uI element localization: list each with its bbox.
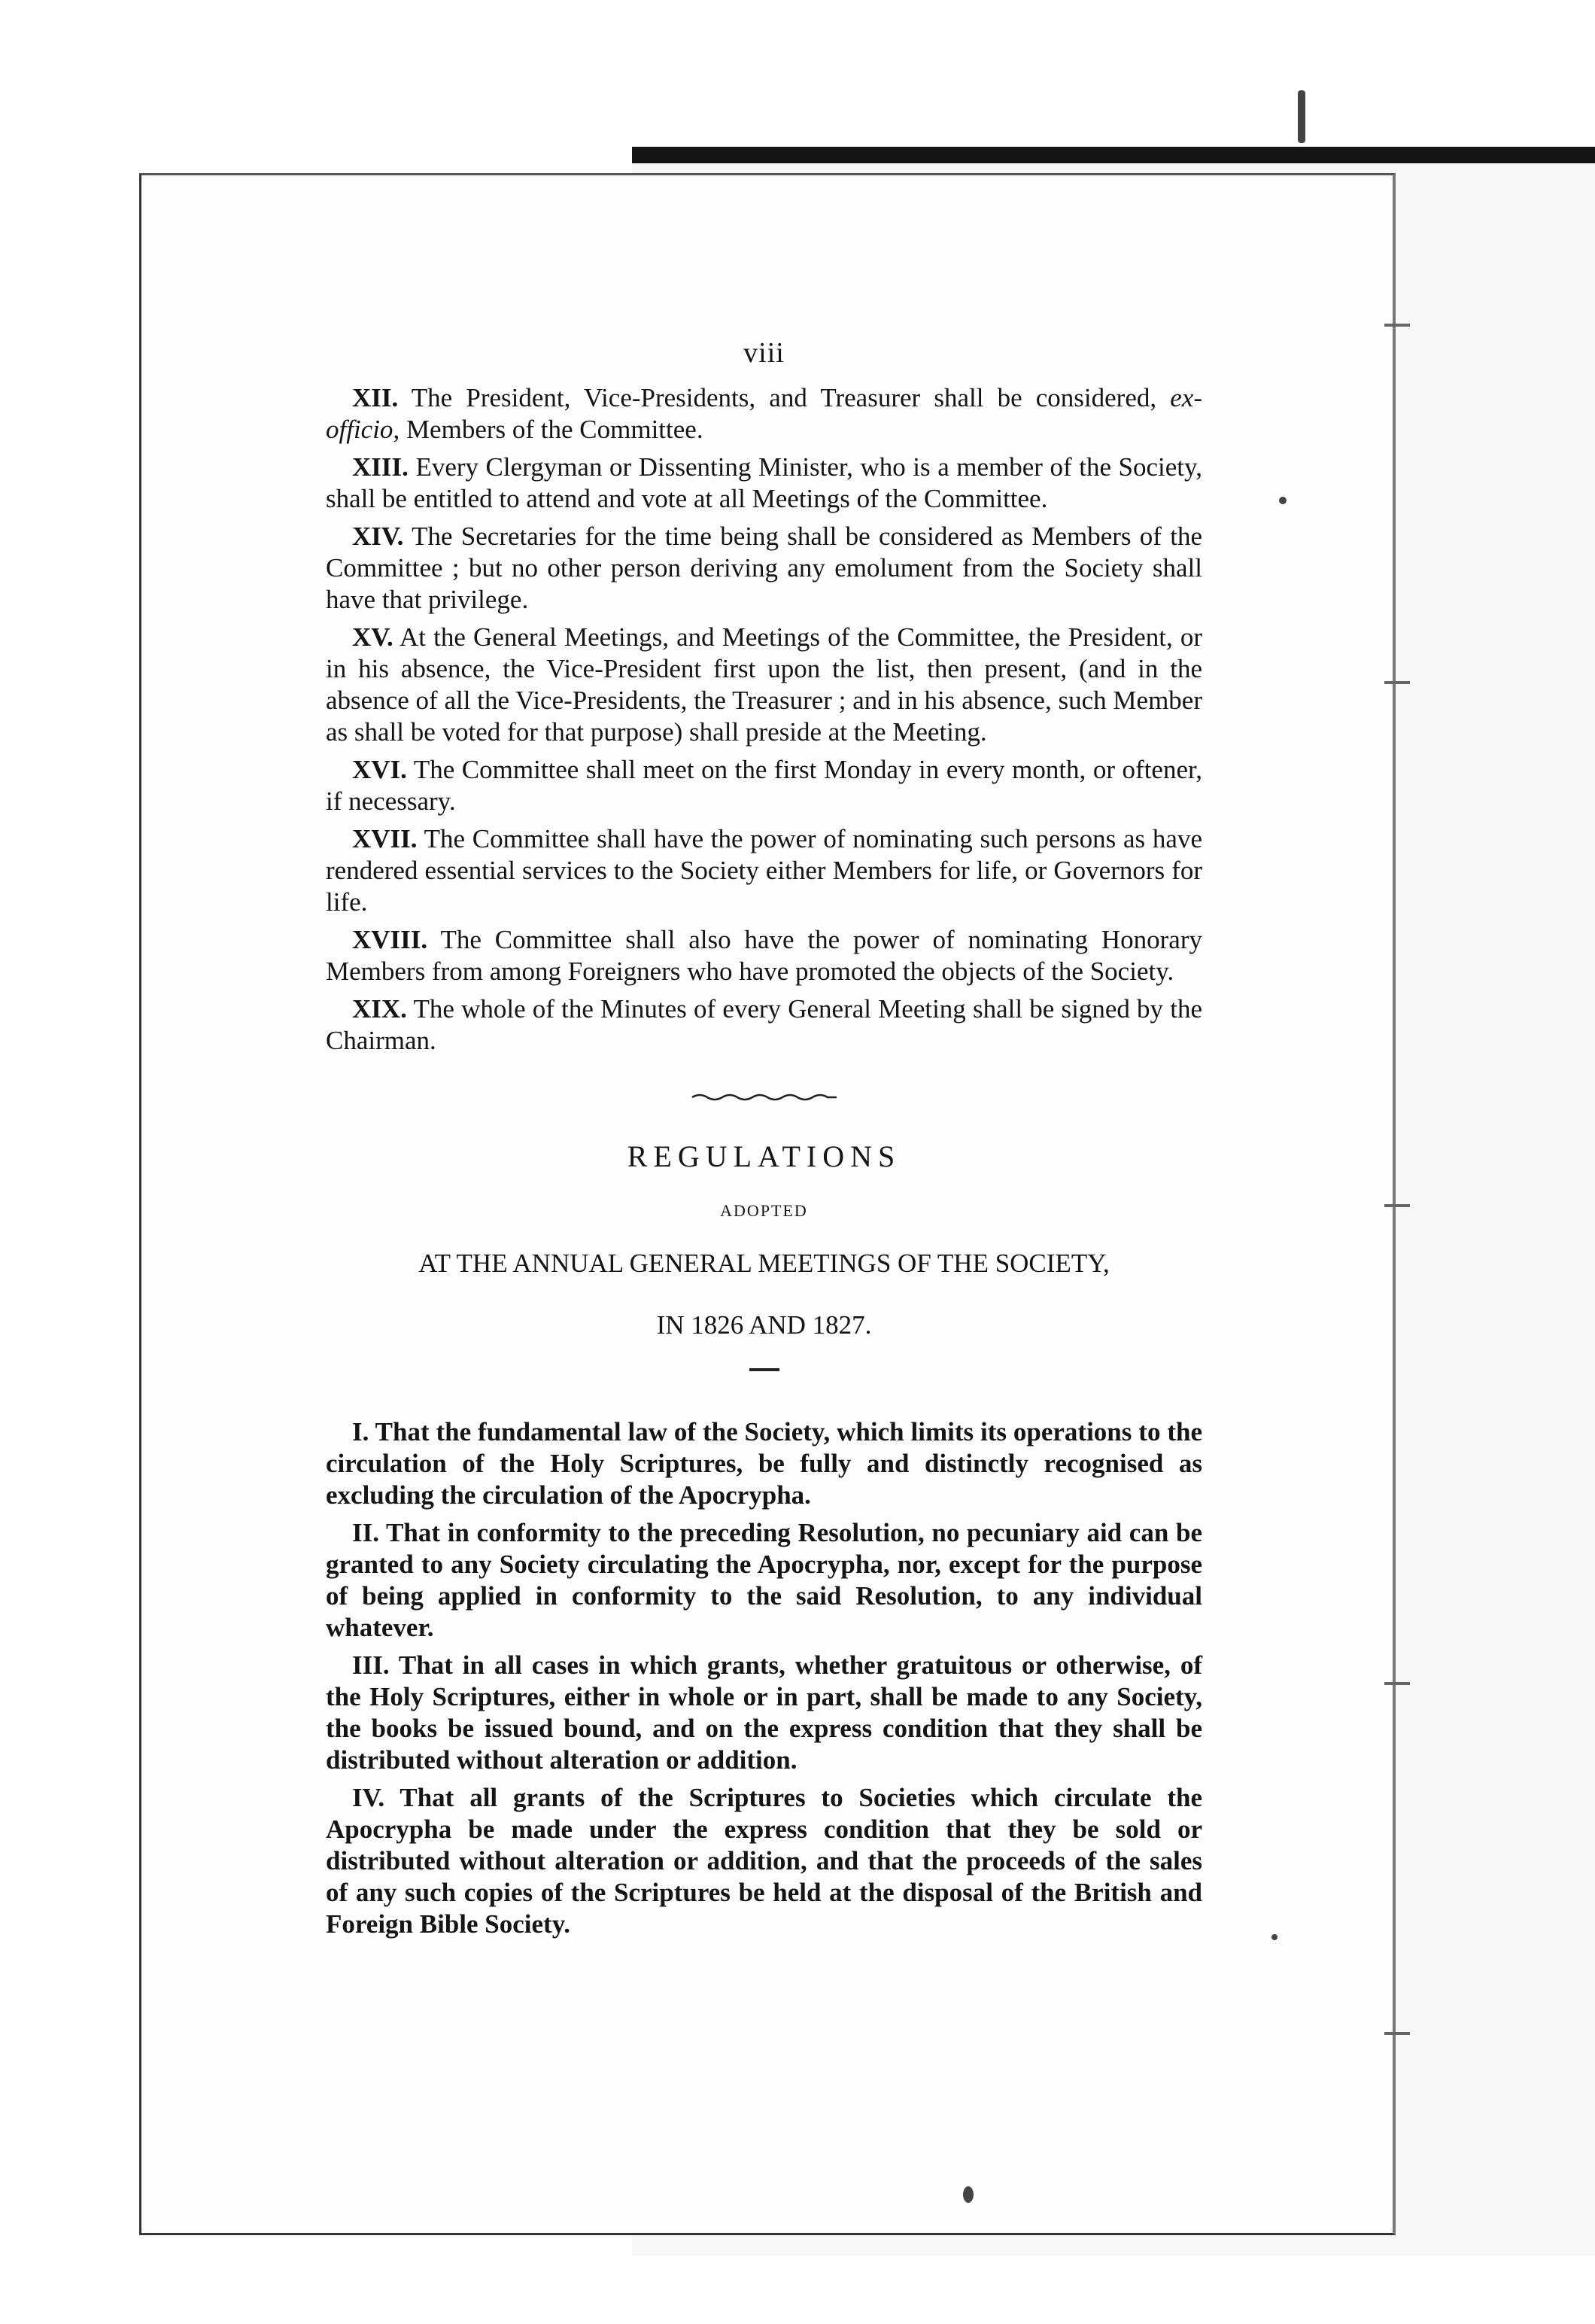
margin-mark: [1384, 324, 1410, 327]
margin-mark: [1384, 681, 1410, 684]
rule-xiv: [326, 521, 1202, 616]
regulation-text: That the fundamental law of the Society, which limits its operations to the circulation of the Holy Scriptures, be fully and distinctly recognised as excluding the circulation of the Apocrypha.: [326, 1417, 1202, 1510]
rule-xv: [326, 622, 1202, 748]
rule-text: The Secretaries for the time being shall be considered as Members of the Committee ; but no other person deriving any emolument from the Society shall have that privilege.: [326, 522, 1202, 614]
rule-italic: ex-officio: [326, 383, 1202, 444]
margin-mark: [1384, 2032, 1410, 2035]
regulation-ii: [326, 1517, 1202, 1644]
regulation-iii: [326, 1650, 1202, 1776]
regulation-iv: [326, 1782, 1202, 1940]
rule-number: XVII.: [352, 824, 418, 853]
regulations-years: IN 1826 AND 1827.: [656, 1310, 872, 1340]
regulation-i: [326, 1416, 1202, 1511]
rule-text: The President, Vice-Presidents, and Treasurer shall be considered,: [398, 383, 1171, 412]
rule-number: XIII.: [352, 452, 409, 482]
rule-text: The Committee shall also have the power of nominating Honorary Members from among Foreigners who have promoted the objects of the Society.: [326, 925, 1202, 986]
margin-mark: [1384, 1682, 1410, 1685]
rule-xvii: [326, 823, 1202, 918]
regulation-text: That in all cases in which grants, whether gratuitous or otherwise, of the Holy Scriptures, either in whole or in part, shall be made to any Society, the books be issued bound, and on the express condition that they shall be distributed without alteration or addition.: [326, 1650, 1202, 1775]
regulations-subtitle: AT THE ANNUAL GENERAL MEETINGS OF THE SOCIETY,: [418, 1249, 1110, 1278]
regulations-title: REGULATIONS: [627, 1139, 901, 1173]
regulation-number: I.: [352, 1417, 369, 1446]
rule-number: XVIII.: [352, 925, 428, 954]
rule-xiii: [326, 452, 1202, 515]
paper-speck: [963, 2186, 974, 2203]
regulation-number: III.: [352, 1650, 390, 1680]
rule-text: At the General Meetings, and Meetings of the Committee, the President, or in his absence, the Vice-President first upon the list, then present, (and in the absence of all the Vice-Presidents, the Treasurer ; and in his absence, such Member as shall be voted for that purpose) shall preside at the Meeting.: [326, 622, 1202, 747]
paper-speck: [1298, 90, 1305, 143]
rule-number: XVI.: [352, 755, 407, 784]
regulation-text: That all grants of the Scriptures to Societies which circulate the Apocrypha be made under the express condition that they be sold or distributed without alteration or addition, and that the proceeds of the sales of any such copies of the Scriptures be held at the disposal of the British and Foreign Bible Society.: [326, 1783, 1202, 1939]
regulation-text: That in conformity to the preceding Resolution, no pecuniary aid can be granted to any Society circulating the Apocrypha, nor, except for the purpose of being applied in conformity to the said Resolution, to any individual whatever.: [326, 1518, 1202, 1642]
rule-text-after: , Members of the Committee.: [393, 415, 703, 444]
paper-speck: [1271, 1934, 1278, 1940]
short-rule: [749, 1368, 779, 1371]
rule-number: XII.: [352, 383, 399, 412]
regulations-adopted: ADOPTED: [720, 1201, 808, 1220]
document-page: [139, 173, 1396, 2235]
ornamental-divider: [689, 1091, 840, 1109]
rule-number: XIX.: [352, 994, 407, 1024]
rule-text: The Committee shall have the power of nominating such persons as have rendered essential services to the Society either Members for life, or Governors for life.: [326, 824, 1202, 917]
rule-xix: [326, 993, 1202, 1057]
page-text: [326, 337, 1202, 1946]
regulation-number: II.: [352, 1518, 379, 1547]
rule-number: XV.: [352, 622, 393, 652]
rule-xii: [326, 382, 1202, 446]
rule-text: The Committee shall meet on the first Monday in every month, or oftener, if necessary.: [326, 755, 1202, 816]
rule-text: Every Clergyman or Dissenting Minister, who is a member of the Society, shall be entitled to attend and vote at all Meetings of the Committee.: [326, 452, 1202, 513]
regulation-number: IV.: [352, 1783, 385, 1812]
paper-speck: [1279, 497, 1287, 504]
rule-xvi: [326, 754, 1202, 817]
rule-text: The whole of the Minutes of every General Meeting shall be signed by the Chairman.: [326, 994, 1202, 1055]
rule-number: XIV.: [352, 522, 404, 551]
page-number: viii: [743, 337, 785, 369]
rule-xviii: [326, 924, 1202, 987]
margin-mark: [1384, 1204, 1410, 1207]
